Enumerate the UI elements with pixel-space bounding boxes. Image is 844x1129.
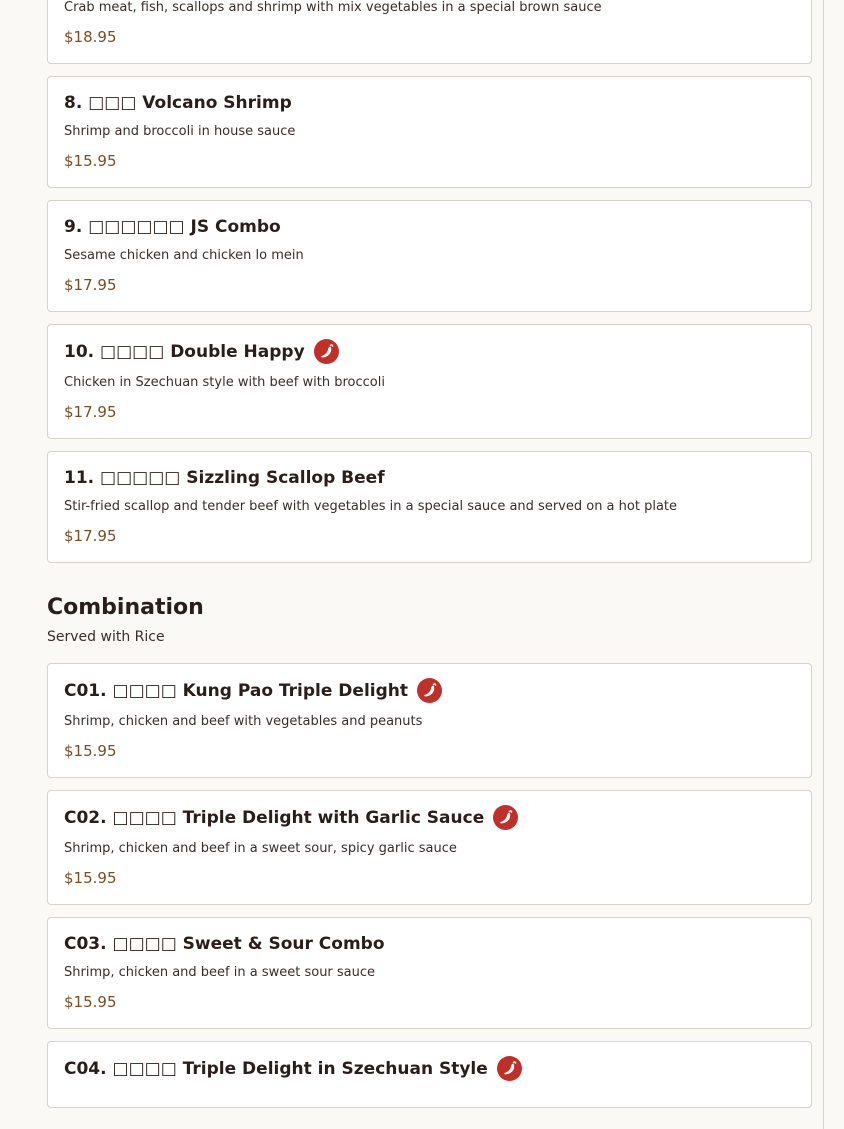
menu-item-description: Shrimp, chicken and beef in a sweet sour sauce: [64, 965, 376, 980]
menu-item-description: Stir-fried scallop and tender beef with vegetables in a special sauce and served on a hot plate: [64, 499, 678, 514]
menu-item-price: $17.95: [64, 403, 117, 421]
menu-item-price: $18.95: [64, 28, 117, 46]
menu-item-description: Chicken in Szechuan style with beef with broccoli: [64, 375, 385, 390]
menu-item-name: 8. □□□ Volcano Shrimp: [64, 93, 292, 113]
menu-item-name: C04. □□□□ Triple Delight in Szechuan Style: [64, 1056, 795, 1081]
menu-item-card[interactable]: [47, 200, 812, 312]
chili-pepper-icon: [417, 678, 442, 703]
menu-item-name: 10. □□□□ Double Happy: [64, 339, 795, 364]
menu-item-name: C03. □□□□ Sweet & Sour Combo: [64, 934, 385, 954]
menu-item-price: $17.95: [64, 276, 117, 294]
menu-item-price: $15.95: [64, 993, 117, 1011]
menu-item-description: Crab meat, fish, scallops and shrimp with mix vegetables in a special brown sauce: [64, 0, 602, 15]
chili-pepper-icon: [314, 339, 339, 364]
menu-item-price: $15.95: [64, 152, 117, 170]
menu-item-name: C02. □□□□ Triple Delight with Garlic Sauce: [64, 805, 795, 830]
menu-item-description: Shrimp, chicken and beef in a sweet sour, spicy garlic sauce: [64, 841, 457, 856]
menu-item-card[interactable]: [47, 76, 812, 188]
menu-item-description: Shrimp, chicken and beef with vegetables and peanuts: [64, 714, 423, 729]
menu-item-price: $15.95: [64, 742, 117, 760]
menu-content: [47, 0, 812, 1120]
menu-item-card[interactable]: [47, 1041, 812, 1108]
menu-item-name: 9. □□□□□□ JS Combo: [64, 217, 281, 237]
menu-item-card[interactable]: [47, 451, 812, 563]
menu-item-name: 11. □□□□□ Sizzling Scallop Beef: [64, 468, 385, 488]
chili-pepper-icon: [493, 805, 518, 830]
menu-item-card[interactable]: [47, 324, 812, 439]
menu-section-combination: [47, 593, 812, 1108]
chili-pepper-icon: [497, 1056, 522, 1081]
menu-section-specials: [47, 0, 812, 563]
menu-item-name: C01. □□□□ Kung Pao Triple Delight: [64, 678, 795, 703]
menu-item-card[interactable]: [47, 0, 812, 64]
section-header: [47, 593, 812, 647]
scroll-divider: [823, 0, 824, 1129]
menu-item-price: $17.95: [64, 527, 117, 545]
section-subtitle: Served with Rice: [47, 629, 165, 645]
menu-item-price: $15.95: [64, 869, 117, 887]
menu-item-card[interactable]: [47, 663, 812, 778]
menu-item-description: Sesame chicken and chicken lo mein: [64, 248, 304, 263]
menu-item-description: Shrimp and broccoli in house sauce: [64, 124, 296, 139]
menu-item-card[interactable]: [47, 917, 812, 1029]
menu-item-card[interactable]: [47, 790, 812, 905]
section-title: Combination: [47, 595, 204, 620]
